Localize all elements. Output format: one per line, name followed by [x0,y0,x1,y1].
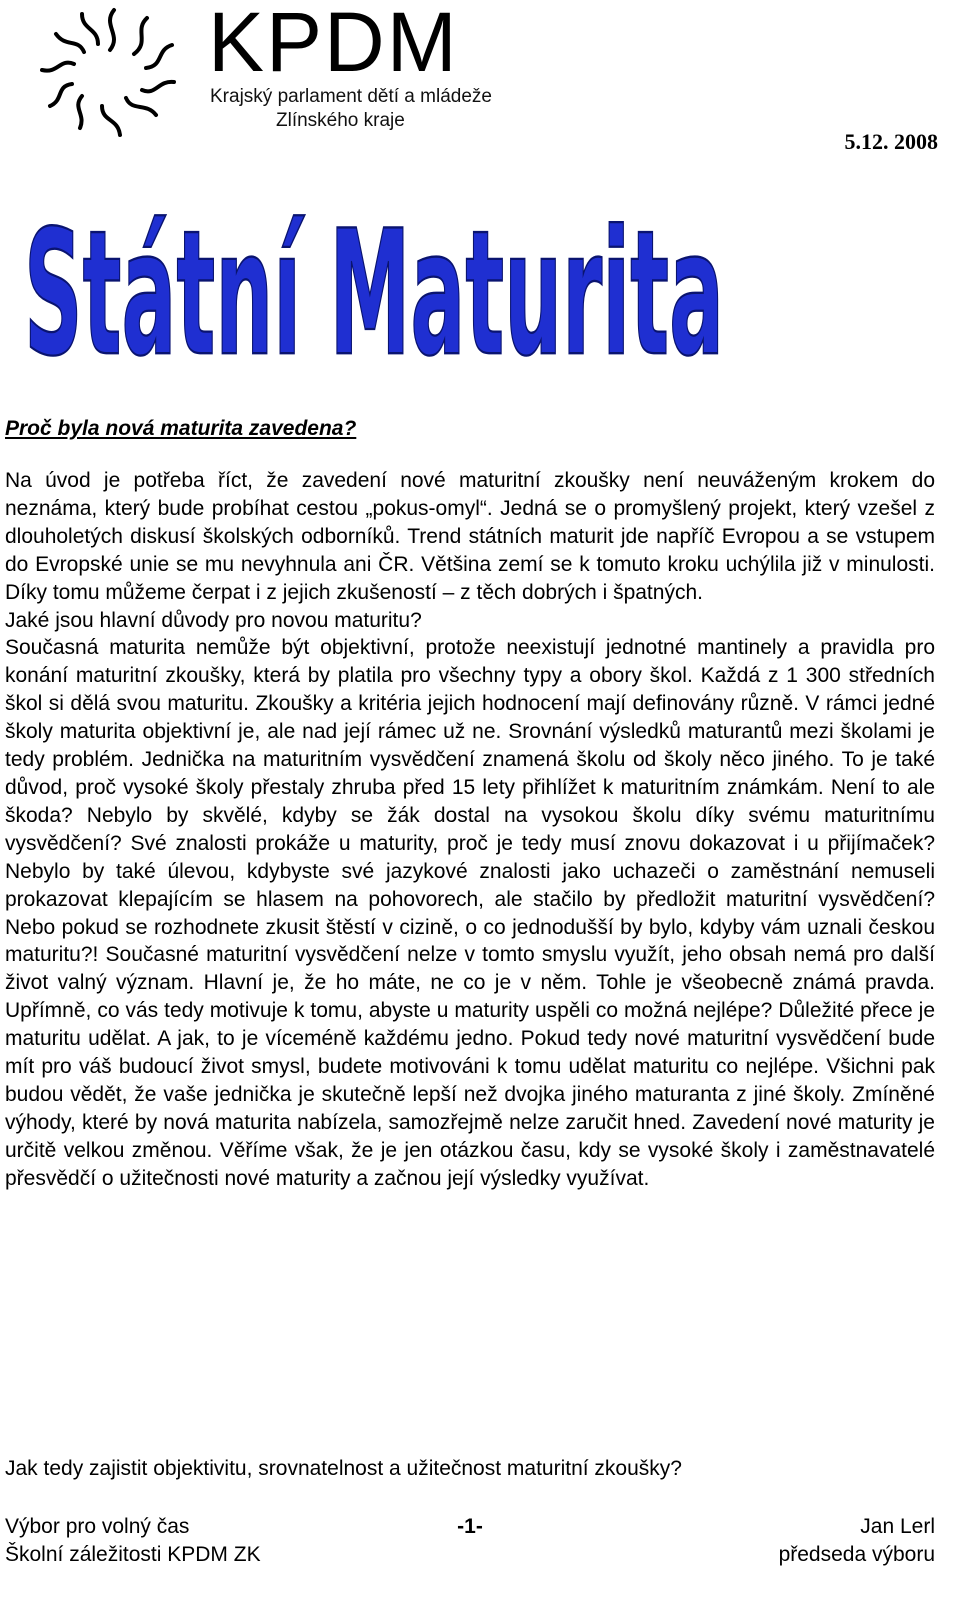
paragraph-question: Jaké jsou hlavní důvody pro novou maturitu? [5,608,422,632]
footer-right [779,1513,935,1569]
article-heading: Proč byla nová maturita zavedena? [5,417,357,440]
footer-committee: Výbor pro volný čas [5,1515,190,1538]
title-art-statni-maturita [18,160,738,375]
footer-author: Jan Lerl [860,1515,935,1538]
title-art-text: Státní Maturita [24,194,724,375]
sun-icon [22,0,207,145]
footer-author-role: předseda výboru [778,1543,935,1566]
article-body [5,467,935,1193]
document-date: 5.12. 2008 [844,129,938,154]
logo-subtitle-line2: Zlínského kraje [276,110,405,131]
logo-subtitle-line1: Krajský parlament dětí a mládeže [210,86,492,107]
paragraph-main: Současná maturita nemůže být objektivní, protože neexistují jednotné mantinely a pravidla pro konání maturitní zkoušky, která by platila pro všechny typy a obory škol. Každá z 1 300 středních škol si dělá svou maturitu. Zkoušky a kritéria jejich hodnocení mají definovány různě. V rámci jedné školy maturita objektivní je, ale nad její rámec už ne. Srovnání výsledků maturantů mezi školami je tedy problém. Jednička na maturitním vysvědčení znamená školu od školy něco jiného. To je také důvod, proč vysoké školy přestaly zhruba před 15 lety přihlížet k maturitním známkám. Není to ale škoda? Nebylo by skvělé, kdyby se žák dostal na vysokou školu díky svému maturitnímu vysvědčení? Své znalosti prokáže u maturity, proč je tedy musí znovu dokazovat i u přijímaček? Nebylo by také úlevou, kdybyste své jazykové znalosti jako uchazeči o zaměstnání nemuseli prokazovat klepajícím se hlasem na pohovorech, ale stačilo by předložit maturitní vysvědčení? Nebo pokud se rozhodnete zkusit štěstí v cizině, o co jednodušší by bylo, kdyby vám uznali českou maturitu?! Současné maturitní vysvědčení nelze v tomto smyslu využít, jeho obsah nemá pro další život valný význam. Hlavní je, že ho máte, ne co je v něm. Tohle je všeobecně známá pravda. Upřímně, co vás tedy motivuje k tomu, abyste u maturity uspěli co možná nejlépe? Důležité přece je maturitu udělat. A jak, to je víceméně každému jedno. Pokud tedy nové maturitní vysvědčení bude mít pro váš budoucí život smysl, budete motivováni k tomu udělat maturitu co nejlépe. Všichni pak budou vědět, že vaše jednička je skutečně lepší než dvojka jiného maturanta z jiné školy. Zmíněné výhody, které by nová maturita nabízela, samozřejmě nelze zaručit hned. Zavedení nové maturity je určitě velkou změnou. Věříme však, že je jen otázkou času, kdy se vysoké školy i zaměstnavatelé přesvědčí o užitečnosti nové maturity a začnou její výsledky využívat. [5,636,935,1190]
page-footer [5,1513,935,1575]
kpdm-logo [22,0,522,145]
paragraph-intro: Na úvod je potřeba říct, že zavedení nové maturitní zkoušky není neuváženým krokem do neznáma, který bude probíhat cestou „pokus-omyl“. Jedná se o promyšlený projekt, který vzešel z dlouholetých diskusí školských odborníků. Trend státních maturit jde napříč Evropou a se vstupem do Evropské unie se mu nevyhnula ani ČR. Většina zemí se k tomuto kroku uchýlila již v minulosti. Díky tomu můžeme čerpat i z jejich zkušeností – z těch dobrých i špatných. [5,469,935,604]
logo-wordmark: KPDM [208,0,459,89]
page-number: -1- [457,1515,483,1538]
footer-section: Školní záležitosti KPDM ZK [5,1543,261,1566]
closing-question: Jak tedy zajistit objektivitu, srovnatelnost a užitečnost maturitní zkoušky? [5,1457,682,1480]
